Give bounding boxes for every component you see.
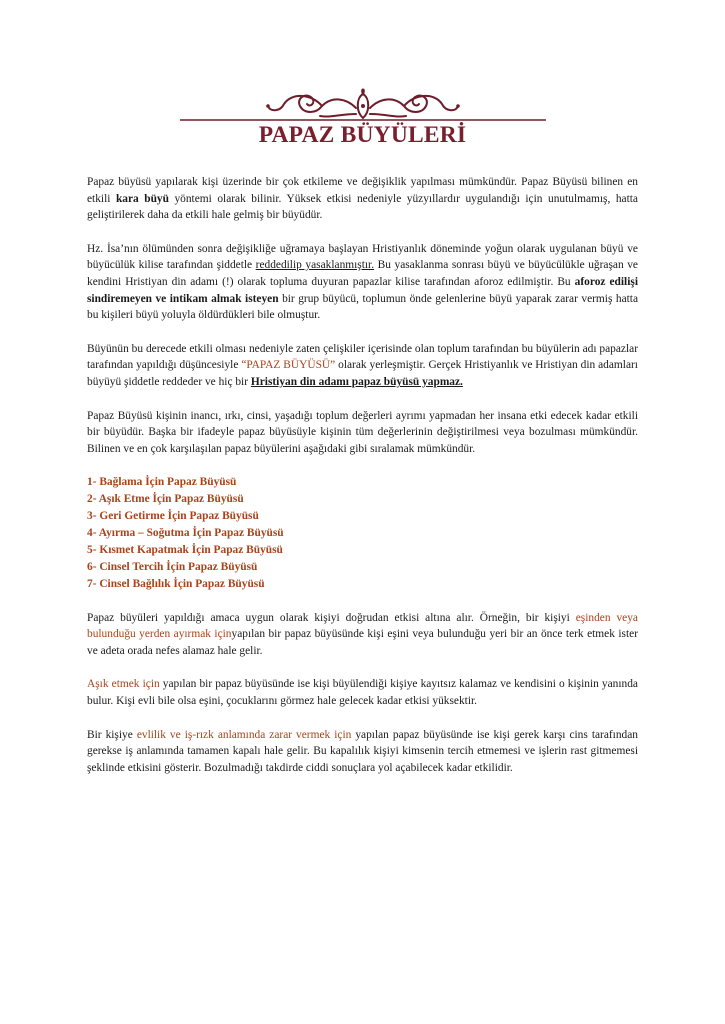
text: Papaz büyüsü yapılarak kişi üzerinde bir çok etkileme ve değişiklik yapılması mümkündür. Papaz Büyüsü bilinen en etkili — [87, 176, 638, 205]
list-item: 7- Cinsel Bağlılık İçin Papaz Büyüsü — [87, 577, 265, 590]
text: olarak yerleşmiştir. Gerçek Hristiyanlık ve Hristiyan din adamları büyüyü şiddetle reddeder ve hiç bir — [87, 359, 638, 388]
list-item: 3- Geri Getirme İçin Papaz Büyüsü — [87, 510, 259, 523]
text: Büyünün bu derecede etkili olması nedeniyle zaten çelişkiler içerisinde olan toplum tarafından bu büyülerin adı papazlar tarafından yapıldığı düşüncesiyle — [87, 342, 638, 372]
text: Papaz büyüleri yapıldığı amaca uygun olarak kişiyi doğrudan etkisi altına alır. Örneğin, bir kişiyi — [87, 611, 576, 624]
list-item: 2- Aşık Etme İçin Papaz Büyüsü — [87, 493, 244, 506]
bold-text: kara büyü — [115, 192, 169, 205]
paragraph-effects: Papaz Büyüsü kişinin inancı, ırkı, cinsi, yaşadığı toplum değerleri ayrımı yapmadan her insana etki edecek kadar etkili bir büyüdür. Başka bir ifadeyle papaz büyüsüyle kişinin tüm değerlerinin değiştirilmesi veya bozulması mümkündür. Bilinen ve en çok karşılaşılan papaz büyülerini aşağıdaki gibi sıralamak mümkündür. — [87, 409, 638, 455]
text: yapılan bir papaz büyüsünde ise kişi büyülendiği kişiye kayıtsız kalamaz ve kendisini o kişinin yanında bulur. Kişi evli bile olsa eşini, çocuklarını görmez hale gelecek kadar etkisi yüksektir. — [87, 678, 638, 708]
text: Bu yasaklanma sonrası büyü ve büyücülükle uğraşan ve kendini Hristiyan din adamı (!) olarak topluma duyuran papazlar kilise tarafından aforoz edilmiştir. Bu — [87, 259, 638, 288]
link-text[interactable]: Aşık etmek için — [87, 678, 160, 691]
text: yöntemi olarak bilinir. Yüksek etkisi nedeniyle yüzyıllardır uygulandığı için unutulmamış, hatta geliştirilerek daha da etkili hale gelmiş bir büyüdür. — [87, 192, 638, 222]
link-text[interactable]: eşinden veya bulunduğu yerden ayırmak için — [87, 611, 638, 641]
text: Hz. İsa’nın ölümünden sonra değişikliğe uğramaya başlayan Hristiyanlık döneminde yoğun olarak uygulanan büyü ve büyücülük kilise tarafından şiddetle — [87, 242, 638, 272]
list-item: 1- Bağlama İçin Papaz Büyüsü — [87, 476, 237, 489]
article-body — [87, 174, 638, 776]
bold-underlined-text: Hristiyan din adamı papaz büyüsü yapmaz. — [250, 375, 463, 388]
page-title: PAPAZ BÜYÜLERİ — [258, 122, 467, 148]
link-text[interactable]: evlilik ve iş-rızk anlamında zarar vermek için — [136, 728, 352, 741]
paragraph-example-love — [87, 676, 638, 709]
paragraph-history — [87, 241, 638, 324]
text: bir grup büyücü, toplumun önde gelenlerine büyü yaparak zarar vermiş hatta bu kişileri büyü yoluyla öldürdükleri bile olmuştur. — [87, 292, 639, 322]
text: yapılan papaz büyüsünde ise kişi gerek karşı cins tarafından gerekse iş anlamında tamamen kapalı hale gelir. Bu kapalılık kişiyi kimsenin tercih etmemesi ve işlerin rast gitmemesi şeklinde etkisini gösterir. Bozulmadığı takdirde ciddi sonuçlara yol açabilecek kadar etkilidir. — [87, 728, 638, 774]
list-item: 6- Cinsel Tercih İçin Papaz Büyüsü — [87, 560, 258, 573]
bold-text: aforoz edilişi sindiremeyen ve intikam almak isteyen — [87, 275, 638, 305]
text: Bir kişiye — [87, 728, 137, 741]
paragraph-example-separation — [87, 610, 638, 660]
spell-types-list — [87, 474, 638, 592]
paragraph-intro — [87, 174, 638, 224]
paragraph-name-origin — [87, 341, 638, 391]
highlight-text: “PAPAZ BÜYÜSÜ” — [241, 359, 336, 372]
underlined-text: reddedilip yasaklanmıştır. — [255, 259, 375, 272]
list-item: 4- Ayırma – Soğutma İçin Papaz Büyüsü — [87, 527, 284, 540]
list-item: 5- Kısmet Kapatmak İçin Papaz Büyüsü — [87, 543, 283, 556]
text: yapılan bir papaz büyüsünde kişi eşini veya bulunduğu yeri bir an önce terk etmek ister ve adeta orada nefes alamaz hale gelir. — [87, 628, 638, 657]
paragraph-example-harm — [87, 727, 638, 777]
